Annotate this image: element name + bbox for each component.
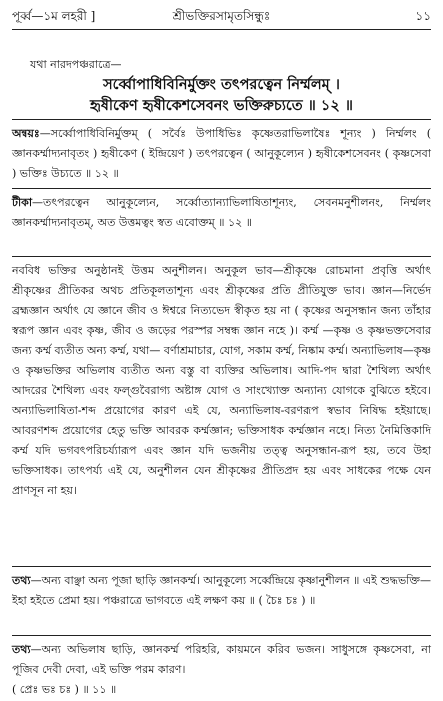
- book-page: [12, 6, 431, 696]
- divider-rule-1: [12, 119, 431, 120]
- tika-label: টীকা: [12, 196, 33, 209]
- verse-intro: যথা নারদপঞ্চরাত্রে—: [30, 58, 122, 71]
- divider-rule-4: [12, 566, 431, 567]
- tika-text: —তৎপরত্বেন আনুকূল্যেন, সর্ব্বোত্যান্যাভিলাষিতাশূন্যং, সেবনমনুশীলনং, নির্ম্মলং জ্ঞানকর্ম্মাদ্যনাবৃতম্, অত উত্তমত্বং স্বত এবোক্তম্ ॥ ১২ ॥: [12, 196, 431, 229]
- anvaya-label: অন্বয়ঃ: [12, 127, 40, 140]
- anvaya-section: [12, 124, 431, 184]
- header-rule: [12, 29, 431, 30]
- tika-section: [12, 193, 431, 233]
- tathya-text-1: —অন্য বাঞ্ছা অন্য পূজা ছাড়ি জ্ঞানকর্ম্ম। আনুকূল্যে সর্ব্বেন্দ্রিয়ে কৃষ্ণানুশীলন ॥ এই শুদ্ধভক্তি—ইহা হইতে প্রেমা হয়। পঞ্চরাত্রে ভাগবতে এই লক্ষণ কয় ॥ ( চৈঃ চঃ ) ॥: [12, 574, 431, 607]
- page-number: ১১: [415, 9, 431, 23]
- page-header: [12, 8, 431, 28]
- book-title: শ্রীভক্তিরসামৃতসিন্ধুঃ: [172, 9, 271, 23]
- verse-line-1: সর্ব্বোপাধিবিনির্মুক্তং তৎপরত্বেন নির্ম্মলম্ ।: [103, 76, 340, 93]
- tathya-section-2: [12, 640, 431, 700]
- divider-rule-5: [12, 635, 431, 636]
- tathya-label-2: তথ্য: [12, 643, 31, 656]
- verse-line-2: হৃষীকেণ হৃষীকেশসেবনং ভক্তিরুচ্যতে ॥ ১২ ॥: [89, 97, 353, 114]
- tathya-text-2: —অন্য অভিলাষ ছাড়ি, জ্ঞানকর্ম্ম পরিহরি, কায়মনে করিব ভজন। সাধুসঙ্গে কৃষ্ণসেবা, না পূজিব দেবী দেবা, এই ভক্তি পরম কারণ।: [12, 643, 431, 676]
- chapter-label: পূর্ব্ব—১ম লহরী ]: [12, 9, 96, 23]
- tathya-label-1: তথ্য: [12, 574, 31, 587]
- anvaya-text: —সর্ব্বোপাধিবিনির্মুক্তম্ ( সর্বৈঃ উপাধিভিঃ কৃষ্ণেতরাভিলাষৈঃ শূন্যং ) নির্ম্মলং ( জ্ঞানকর্ম্মাদ্যনাবৃতং ) হৃষীকেণ ( ইন্দ্রিয়েণ ) তৎপরত্বেন ( আনুকূল্যেন ) হৃষীকেশসেবনং ( কৃষ্ণসেবা ) ভক্তিঃ উচ্যতে ॥ ১২ ॥: [12, 127, 431, 180]
- tathya-source-2: ( প্রেঃ ভঃ চঃ ) ॥ ১১ ॥: [12, 683, 117, 696]
- commentary-section: [12, 261, 431, 501]
- divider-rule-2: [12, 188, 431, 189]
- tathya-section-1: [12, 571, 431, 611]
- commentary-text: নববিধ ভক্তির অনুষ্ঠানই উত্তম অনুশীলন। অনুকূল ভাব—শ্রীকৃষ্ণে রোচমানা প্রবৃত্তি অর্থাৎ শ্রীকৃষ্ণের প্রীতিকর অথচ প্রতিকূলতাশূন্য এবং শ্রীকৃষ্ণের প্রতি প্রীতিযুক্ত ভাব। জ্ঞান—নির্ভেদ ব্রহ্মজ্ঞান অর্থাৎ যে জ্ঞানে জীব ও ঈশ্বরে নিত্যভেদ স্বীকৃত হয় না ( কৃষ্ণের অনুসন্ধান জন্য তাঁহার স্বরূপ জ্ঞান এবং কৃষ্ণ, জীব ও জড়ের পরস্পর সম্বন্ধ জ্ঞান নহে )। কর্ম্ম —কৃষ্ণ ও কৃষ্ণভক্তসেবার জন্য কর্ম্ম ব্যতীত অন্য কর্ম্ম, যথা— বর্ণাশ্রমাচার, যোগ, সকাম কর্ম্ম, নিষ্কাম কর্ম্ম। অন্যাভিলাষ—কৃষ্ণ ও কৃষ্ণভক্তির অভিলাষ ব্যতীত অন্য বস্তু বা ব্যক্তির অভিলাষ। আদি-পদ দ্বারা শৈথিল্য অর্থাৎ আদরের শৈথিল্য এবং ফল্গুবৈরাগ্য অষ্টাঙ্গ যোগ ও সাংখ্যোক্ত অন্যান্য যোগকে বুঝিতে হইবে। অন্যাভিলাষিতা-শব্দ প্রয়োগের কারণ এই যে, অন্যাভিলাষ-বরণরূপ স্বভাব নিষিদ্ধ হইয়াছে। আবরণশব্দ প্রয়োগের হেতু ভক্তি আবরক কর্ম্মজ্ঞান; ভক্তিসাধক কর্ম্মজ্ঞান নহে। নিত্য নৈমিত্তিকাদি কর্ম্ম যদি ভগবৎপরিচর্য্যারূপ এবং জ্ঞান যদি ভজনীয় তত্ত্ব অনুসন্ধান-রূপ হয়, তবে উহা ভক্তিসাধক। তাৎপর্য্য এই যে, অনুশীলন যেন শ্রীকৃষ্ণের প্রীতিপ্রদ হয় এবং সাধকের পক্ষে যেন প্রাণসূন না হয়।: [12, 264, 431, 497]
- divider-rule-3: [12, 256, 431, 257]
